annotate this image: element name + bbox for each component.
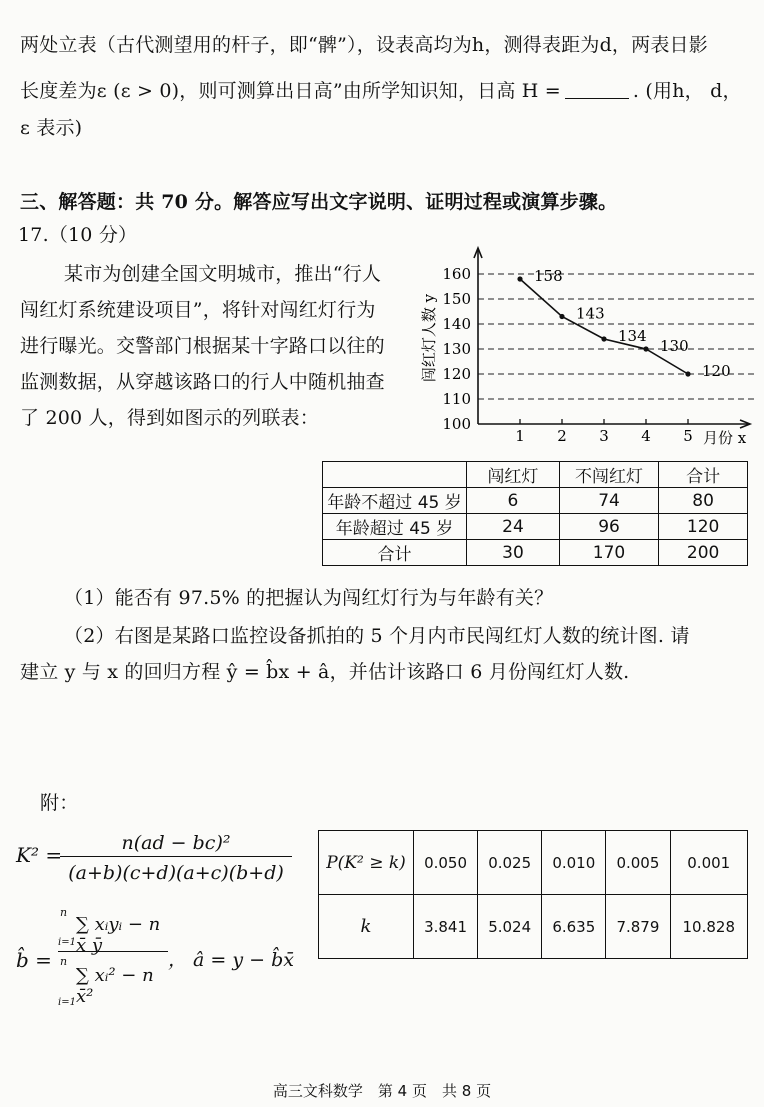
data-point	[685, 371, 690, 376]
k-label: k	[319, 895, 414, 959]
question-2-line1: （2）右图是某路口监控设备抓拍的 5 个月内市民闯红灯人数的统计图. 请	[64, 625, 690, 647]
table-row	[323, 514, 748, 540]
question-2-line2: 建立 y 与 x 的回归方程 ŷ = b̂x + â，并估计该路口 6 月份闯红灯人数.	[20, 661, 630, 683]
x-axis-label: 月份 x	[703, 429, 747, 447]
problem17-number: 17.（10 分）	[18, 224, 138, 246]
y-tick-label: 130	[442, 340, 471, 358]
critical-value-row-k	[319, 895, 748, 959]
y-tick-label: 120	[442, 365, 471, 383]
table-cell: 24	[467, 514, 560, 540]
table-cell: 年龄超过 45 岁	[323, 514, 467, 540]
k2-lhs: K² =	[16, 843, 63, 867]
k-value-cell: 5.024	[478, 895, 542, 959]
problem16-line3: ε 表示)	[20, 117, 83, 139]
y-tick-label: 100	[442, 415, 471, 433]
sum-lower-2: i=1	[58, 997, 76, 1008]
critical-value-row-p	[319, 831, 748, 895]
problem16-line2-tail: . (用h， d，	[632, 80, 742, 102]
p-value-cell: 0.050	[414, 831, 478, 895]
table-cell: 6	[467, 488, 560, 514]
k2-denominator: (a+b)(c+d)(a+c)(b+d)	[68, 862, 284, 884]
problem16-line2	[20, 76, 742, 103]
b-hat-numerator-expr: ∑ xᵢyᵢ − n x̄ ȳ	[76, 914, 161, 956]
k-value-cell: 3.841	[414, 895, 478, 959]
p-label: P(K² ≥ k)	[319, 831, 414, 895]
table-cell: 96	[559, 514, 658, 540]
table-row	[323, 540, 748, 566]
b-hat-denominator	[58, 955, 168, 1008]
red-light-chart	[420, 238, 760, 453]
table-cell: 合计	[659, 462, 748, 488]
y-axis-label: 闯红灯人数 y	[420, 293, 438, 383]
critical-value-table	[318, 830, 748, 959]
table-cell: 不闯红灯	[559, 462, 658, 488]
table-cell: 120	[659, 514, 748, 540]
sum-upper: n	[60, 906, 68, 919]
x-tick-label: 4	[641, 427, 651, 445]
k2-numerator: n(ad − bc)²	[60, 832, 292, 857]
table-row	[323, 488, 748, 514]
series-line	[520, 279, 688, 374]
p-value-cell: 0.025	[478, 831, 542, 895]
table-cell: 80	[659, 488, 748, 514]
p-value-cell: 0.010	[542, 831, 606, 895]
y-tick-label: 140	[442, 315, 471, 333]
table-cell	[323, 462, 467, 488]
page-footer: 高三文科数学 第 4 页 共 8 页	[272, 1082, 492, 1100]
problem17-intro-2: 闯红灯系统建设项目”，将针对闯红灯行为	[20, 299, 376, 321]
problem17-intro-4: 监测数据，从穿越该路口的行人中随机抽查	[20, 371, 385, 393]
problem17-intro-3: 进行曝光。交警部门根据某十字路口以往的	[20, 335, 385, 357]
y-tick-label: 110	[442, 390, 471, 408]
x-tick-label: 3	[599, 427, 609, 445]
k-value-cell: 10.828	[670, 895, 748, 959]
answer-blank[interactable]	[565, 82, 629, 99]
chart-grid	[478, 274, 755, 399]
table-cell: 170	[559, 540, 658, 566]
p-value-cell: 0.005	[606, 831, 670, 895]
table-cell: 年龄不超过 45 岁	[323, 488, 467, 514]
data-point	[517, 276, 522, 281]
section-heading: 三、解答题：共 70 分。解答应写出文字说明、证明过程或演算步骤。	[20, 191, 618, 213]
table-cell: 合计	[323, 540, 467, 566]
table-cell: 200	[659, 540, 748, 566]
k-value-cell: 7.879	[606, 895, 670, 959]
b-hat-numerator	[58, 906, 168, 956]
data-point	[559, 314, 564, 319]
data-label: 120	[702, 362, 731, 380]
b-hat-lhs: b̂ =	[16, 948, 52, 972]
data-label: 134	[618, 327, 647, 345]
table-cell: 74	[559, 488, 658, 514]
sum-upper-2: n	[60, 955, 68, 968]
y-tick-label: 160	[442, 265, 471, 283]
problem16-line2-text: 长度差为ε (ε > 0)，则可测算出日高”由所学知识知，日高 H =	[20, 80, 561, 102]
table-cell: 闯红灯	[467, 462, 560, 488]
data-label: 143	[576, 304, 605, 323]
question-1: （1）能否有 97.5% 的把握认为闯红灯行为与年龄有关？	[64, 587, 554, 609]
problem16-line1: 两处立表（古代测望用的杆子，即“髀”），设表高均为h，测得表距为d，两表日影	[20, 34, 708, 56]
sum-lower: i=1	[58, 937, 76, 948]
chart-axes	[442, 248, 750, 445]
data-point	[643, 346, 648, 351]
contingency-table-body	[323, 462, 748, 566]
b-hat-denominator-expr: ∑ xᵢ² − n x̄²	[76, 965, 154, 1007]
x-tick-label: 5	[683, 427, 693, 445]
data-label: 130	[660, 337, 689, 355]
p-value-cell: 0.001	[670, 831, 748, 895]
data-point	[601, 336, 606, 341]
appendix-label: 附：	[40, 792, 79, 814]
x-tick-label: 2	[557, 427, 567, 445]
contingency-table	[322, 461, 748, 566]
y-tick-label: 150	[442, 290, 471, 308]
problem17-intro-1: 某市为创建全国文明城市，推出“行人	[64, 263, 382, 285]
table-header-row	[323, 462, 748, 488]
table-cell: 30	[467, 540, 560, 566]
k-value-cell: 6.635	[542, 895, 606, 959]
a-hat-formula: ， â = y − b̂x̄	[168, 949, 294, 971]
problem17-intro-5: 了 200 人，得到如图示的列联表：	[20, 407, 319, 429]
x-tick-label: 1	[515, 427, 525, 445]
data-label: 158	[534, 267, 563, 285]
